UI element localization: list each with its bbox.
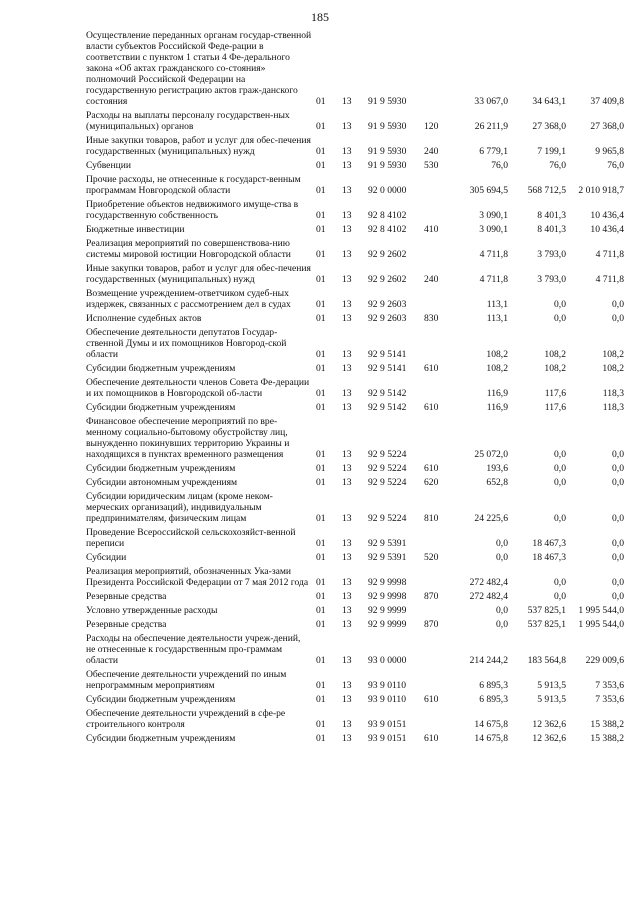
row-name: Прочие расходы, не отнесенные к государст-венным программам Новгородской области <box>86 174 301 196</box>
table-row <box>86 263 624 288</box>
row-section-code: 13 <box>342 224 352 235</box>
row-amount-year-3: 0,0 <box>612 591 624 602</box>
row-amount-year-3: 108,2 <box>602 349 624 360</box>
table-row <box>86 135 624 160</box>
table-row <box>86 363 624 377</box>
row-amount-year-3: 4 711,8 <box>595 249 624 260</box>
row-expense-type: 870 <box>424 619 439 630</box>
table-row <box>86 605 624 619</box>
row-amount-year-3: 0,0 <box>612 477 624 488</box>
row-name: Субсидии бюджетным учреждениям <box>86 363 236 374</box>
row-name: Резервные средства <box>86 619 167 630</box>
row-section-code: 13 <box>342 577 352 588</box>
row-admin-code: 01 <box>316 349 326 360</box>
row-target-article: 92 9 5391 <box>368 552 407 563</box>
row-target-article: 91 9 5930 <box>368 160 407 171</box>
row-amount-year-3: 2 010 918,7 <box>578 185 624 196</box>
row-amount-year-1: 305 694,5 <box>469 185 508 196</box>
row-amount-year-2: 0,0 <box>554 577 566 588</box>
row-admin-code: 01 <box>316 591 326 602</box>
table-row <box>86 694 624 708</box>
row-amount-year-2: 18 467,3 <box>532 538 566 549</box>
row-admin-code: 01 <box>316 274 326 285</box>
row-amount-year-1: 4 711,8 <box>479 249 508 260</box>
row-expense-type <box>424 30 450 110</box>
row-amount-year-2: 3 793,0 <box>537 249 566 260</box>
row-amount-year-3: 0,0 <box>612 538 624 549</box>
row-target-article: 92 9 2603 <box>368 313 407 324</box>
row-amount-year-3: 0,0 <box>612 513 624 524</box>
row-amount-year-2: 0,0 <box>554 313 566 324</box>
row-name: Осуществление переданных органам государ-ственной власти субъектов Российской Феде-рации в соответствии с пунктом 1 статьи 4 Фе-дерального закона «Об актах гражданского со-стояния» полномочий Российской Федерации на государственную регистрацию актов граж-данского состояния <box>86 30 312 107</box>
row-name: Финансовое обеспечение мероприятий по вре-менному социально-бытовому обустройству лиц, вынужденно покинувших территорию Украины и находящихся в пунктах временного размещения <box>86 416 290 460</box>
row-amount-year-1: 14 675,8 <box>474 719 508 730</box>
row-amount-year-3: 1 995 544,0 <box>578 605 624 616</box>
row-amount-year-1: 108,2 <box>486 363 508 374</box>
row-section-code: 13 <box>342 719 352 730</box>
row-section-code: 13 <box>342 619 352 630</box>
row-expense-type <box>424 174 450 199</box>
row-section-code: 13 <box>342 538 352 549</box>
row-name: Обеспечение деятельности учреждений по иным непрограммным мероприятиям <box>86 669 287 691</box>
row-amount-year-1: 24 225,6 <box>474 513 508 524</box>
row-section-code: 13 <box>342 552 352 563</box>
row-amount-year-1: 116,9 <box>486 402 508 413</box>
table-row <box>86 288 624 313</box>
row-section-code: 13 <box>342 274 352 285</box>
row-expense-type: 870 <box>424 591 439 602</box>
row-name: Субсидии автономным учреждениям <box>86 477 238 488</box>
row-amount-year-2: 34 643,1 <box>532 96 566 107</box>
row-expense-type <box>424 288 450 313</box>
row-target-article: 92 9 5224 <box>368 513 407 524</box>
row-expense-type <box>424 238 450 263</box>
row-section-code: 13 <box>342 96 352 107</box>
row-expense-type: 610 <box>424 463 439 474</box>
table-row <box>86 708 624 733</box>
table-row <box>86 199 624 224</box>
row-amount-year-2: 3 793,0 <box>537 274 566 285</box>
row-amount-year-3: 37 409,8 <box>590 96 624 107</box>
row-amount-year-1: 0,0 <box>496 552 508 563</box>
row-target-article: 91 9 5930 <box>368 146 407 157</box>
row-admin-code: 01 <box>316 160 326 171</box>
row-name: Субсидии бюджетным учреждениям <box>86 694 236 705</box>
row-amount-year-2: 5 913,5 <box>537 680 566 691</box>
table-row <box>86 669 624 694</box>
row-section-code: 13 <box>342 299 352 310</box>
row-amount-year-1: 108,2 <box>486 349 508 360</box>
row-amount-year-3: 118,3 <box>602 388 624 399</box>
table-row <box>86 30 624 110</box>
row-name: Обеспечение деятельности членов Совета Фе-дерации и их помощников в Новгородской об-ласти <box>86 377 310 399</box>
table-row <box>86 174 624 199</box>
row-expense-type <box>424 708 450 733</box>
row-amount-year-3: 7 353,6 <box>595 694 624 705</box>
row-target-article: 92 9 9998 <box>368 591 407 602</box>
row-amount-year-1: 33 067,0 <box>474 96 508 107</box>
row-section-code: 13 <box>342 463 352 474</box>
row-section-code: 13 <box>342 363 352 374</box>
row-amount-year-1: 26 211,9 <box>474 121 508 132</box>
row-amount-year-2: 0,0 <box>554 449 566 460</box>
row-amount-year-2: 0,0 <box>554 463 566 474</box>
row-amount-year-1: 113,1 <box>486 299 508 310</box>
row-target-article: 92 9 5224 <box>368 449 407 460</box>
row-expense-type: 830 <box>424 313 439 324</box>
row-amount-year-2: 12 362,6 <box>532 733 566 744</box>
row-name: Субвенции <box>86 160 131 171</box>
row-target-article: 93 0 0000 <box>368 655 407 666</box>
row-section-code: 13 <box>342 185 352 196</box>
row-section-code: 13 <box>342 449 352 460</box>
table-row <box>86 591 624 605</box>
row-name: Реализация мероприятий по совершенствова-нию системы мировой юстиции Новгородской области <box>86 238 291 260</box>
page-number: 185 <box>311 10 329 24</box>
row-section-code: 13 <box>342 160 352 171</box>
row-target-article: 92 9 5224 <box>368 477 407 488</box>
row-amount-year-2: 0,0 <box>554 477 566 488</box>
row-amount-year-3: 229 009,6 <box>585 655 624 666</box>
row-expense-type: 520 <box>424 552 439 563</box>
row-section-code: 13 <box>342 477 352 488</box>
row-name: Иные закупки товаров, работ и услуг для обес-печения государственных (муниципальных) нужд <box>86 135 311 157</box>
row-target-article: 93 9 0151 <box>368 733 407 744</box>
row-amount-year-2: 117,6 <box>544 402 566 413</box>
row-amount-year-3: 118,3 <box>602 402 624 413</box>
row-admin-code: 01 <box>316 538 326 549</box>
row-expense-type: 610 <box>424 733 439 744</box>
row-amount-year-2: 108,2 <box>544 349 566 360</box>
row-expense-type <box>424 199 450 224</box>
row-name: Субсидии <box>86 552 127 563</box>
row-name: Обеспечение деятельности депутатов Государ-ственной Думы и их помощников Новгород-ской области <box>86 327 287 360</box>
row-name: Резервные средства <box>86 591 167 602</box>
row-amount-year-2: 0,0 <box>554 513 566 524</box>
row-admin-code: 01 <box>316 363 326 374</box>
row-amount-year-1: 652,8 <box>486 477 508 488</box>
row-expense-type <box>424 377 450 402</box>
row-expense-type: 120 <box>424 121 439 132</box>
table-row <box>86 238 624 263</box>
table-row <box>86 377 624 402</box>
row-section-code: 13 <box>342 313 352 324</box>
row-admin-code: 01 <box>316 719 326 730</box>
row-section-code: 13 <box>342 349 352 360</box>
row-name: Обеспечение деятельности учреждений в сфе-ре строительного контроля <box>86 708 286 730</box>
row-amount-year-1: 193,6 <box>486 463 508 474</box>
row-amount-year-1: 272 482,4 <box>469 591 508 602</box>
row-section-code: 13 <box>342 591 352 602</box>
row-amount-year-1: 25 072,0 <box>474 449 508 460</box>
row-amount-year-3: 76,0 <box>607 160 624 171</box>
row-expense-type <box>424 669 450 694</box>
row-amount-year-1: 3 090,1 <box>479 224 508 235</box>
row-amount-year-3: 1 995 544,0 <box>578 619 624 630</box>
row-section-code: 13 <box>342 402 352 413</box>
row-amount-year-3: 15 388,2 <box>590 719 624 730</box>
row-expense-type: 530 <box>424 160 439 171</box>
row-amount-year-2: 108,2 <box>544 363 566 374</box>
table-row <box>86 633 624 669</box>
row-admin-code: 01 <box>316 121 326 132</box>
row-section-code: 13 <box>342 210 352 221</box>
row-amount-year-2: 5 913,5 <box>537 694 566 705</box>
row-name: Возмещение учреждением-ответчиком судеб-ных издержек, связанных с рассмотрением дел в судах <box>86 288 291 310</box>
row-admin-code: 01 <box>316 513 326 524</box>
row-target-article: 91 9 5930 <box>368 96 407 107</box>
row-name: Приобретение объектов недвижимого имуще-ства в государственную собственность <box>86 199 299 221</box>
row-amount-year-3: 0,0 <box>612 463 624 474</box>
row-target-article: 93 9 0151 <box>368 719 407 730</box>
table-row <box>86 527 624 552</box>
row-amount-year-2: 0,0 <box>554 591 566 602</box>
row-admin-code: 01 <box>316 463 326 474</box>
row-target-article: 92 9 2603 <box>368 299 407 310</box>
row-admin-code: 01 <box>316 299 326 310</box>
row-amount-year-3: 7 353,6 <box>595 680 624 691</box>
row-amount-year-2: 117,6 <box>544 388 566 399</box>
row-admin-code: 01 <box>316 96 326 107</box>
row-target-article: 92 8 4102 <box>368 210 407 221</box>
row-amount-year-2: 7 199,1 <box>537 146 566 157</box>
budget-table <box>86 30 624 747</box>
row-amount-year-2: 568 712,5 <box>527 185 566 196</box>
row-target-article: 92 9 2602 <box>368 274 407 285</box>
table-row <box>86 224 624 238</box>
table-row <box>86 552 624 566</box>
row-amount-year-3: 108,2 <box>602 363 624 374</box>
table-row <box>86 402 624 416</box>
row-admin-code: 01 <box>316 619 326 630</box>
row-amount-year-2: 537 825,1 <box>527 619 566 630</box>
table-row <box>86 491 624 527</box>
row-expense-type <box>424 566 450 591</box>
row-admin-code: 01 <box>316 577 326 588</box>
row-section-code: 13 <box>342 694 352 705</box>
row-amount-year-1: 214 244,2 <box>469 655 508 666</box>
row-amount-year-3: 4 711,8 <box>595 274 624 285</box>
row-amount-year-2: 537 825,1 <box>527 605 566 616</box>
row-amount-year-1: 14 675,8 <box>474 733 508 744</box>
row-amount-year-2: 76,0 <box>549 160 566 171</box>
table-row <box>86 160 624 174</box>
row-target-article: 92 9 9999 <box>368 619 407 630</box>
budget-rows <box>86 30 624 747</box>
row-amount-year-3: 10 436,4 <box>590 224 624 235</box>
row-target-article: 92 9 5391 <box>368 538 407 549</box>
row-section-code: 13 <box>342 733 352 744</box>
row-target-article: 93 9 0110 <box>368 680 407 691</box>
row-target-article: 92 9 5141 <box>368 363 407 374</box>
row-amount-year-2: 18 467,3 <box>532 552 566 563</box>
row-section-code: 13 <box>342 680 352 691</box>
row-section-code: 13 <box>342 605 352 616</box>
table-row <box>86 110 624 135</box>
row-amount-year-1: 4 711,8 <box>479 274 508 285</box>
row-amount-year-1: 113,1 <box>486 313 508 324</box>
row-expense-type: 610 <box>424 363 439 374</box>
row-admin-code: 01 <box>316 249 326 260</box>
row-amount-year-3: 9 965,8 <box>595 146 624 157</box>
row-name: Субсидии бюджетным учреждениям <box>86 733 236 744</box>
row-expense-type: 620 <box>424 477 439 488</box>
row-amount-year-1: 3 090,1 <box>479 210 508 221</box>
row-name: Субсидии юридическим лицам (кроме неком-мерческих организаций), индивидуальным предпринимателям, физическим лицам <box>86 491 273 524</box>
row-target-article: 91 9 5930 <box>368 121 407 132</box>
row-admin-code: 01 <box>316 477 326 488</box>
table-row <box>86 463 624 477</box>
table-row <box>86 313 624 327</box>
row-admin-code: 01 <box>316 185 326 196</box>
row-admin-code: 01 <box>316 146 326 157</box>
row-amount-year-3: 0,0 <box>612 299 624 310</box>
row-section-code: 13 <box>342 121 352 132</box>
row-name: Исполнение судебных актов <box>86 313 202 324</box>
row-amount-year-1: 6 895,3 <box>479 694 508 705</box>
row-section-code: 13 <box>342 655 352 666</box>
table-row <box>86 566 624 591</box>
row-expense-type: 810 <box>424 513 439 524</box>
row-target-article: 92 9 5142 <box>368 388 407 399</box>
row-amount-year-3: 27 368,0 <box>590 121 624 132</box>
row-target-article: 92 9 9998 <box>368 577 407 588</box>
row-admin-code: 01 <box>316 552 326 563</box>
row-amount-year-2: 0,0 <box>554 299 566 310</box>
row-amount-year-1: 6 895,3 <box>479 680 508 691</box>
row-expense-type <box>424 633 450 669</box>
row-expense-type <box>424 327 450 363</box>
row-amount-year-2: 8 401,3 <box>537 210 566 221</box>
row-amount-year-3: 15 388,2 <box>590 733 624 744</box>
row-amount-year-3: 10 436,4 <box>590 210 624 221</box>
row-amount-year-1: 6 779,1 <box>479 146 508 157</box>
row-name: Реализация мероприятий, обозначенных Ука-зами Президента Российской Федерации от 7 мая 2012 года <box>86 566 309 588</box>
row-amount-year-2: 183 564,8 <box>527 655 566 666</box>
row-section-code: 13 <box>342 249 352 260</box>
row-target-article: 92 0 0000 <box>368 185 407 196</box>
row-expense-type <box>424 527 450 552</box>
row-amount-year-3: 0,0 <box>612 552 624 563</box>
row-section-code: 13 <box>342 513 352 524</box>
row-admin-code: 01 <box>316 605 326 616</box>
row-amount-year-1: 0,0 <box>496 605 508 616</box>
table-row <box>86 416 624 463</box>
row-target-article: 92 8 4102 <box>368 224 407 235</box>
row-amount-year-1: 0,0 <box>496 619 508 630</box>
row-name: Субсидии бюджетным учреждениям <box>86 463 236 474</box>
row-admin-code: 01 <box>316 224 326 235</box>
row-name: Расходы на выплаты персоналу государствен-ных (муниципальных) органов <box>86 110 290 132</box>
row-target-article: 92 9 5224 <box>368 463 407 474</box>
row-amount-year-3: 0,0 <box>612 313 624 324</box>
table-row <box>86 327 624 363</box>
row-admin-code: 01 <box>316 313 326 324</box>
row-name: Иные закупки товаров, работ и услуг для обес-печения государственных (муниципальных) нужд <box>86 263 311 285</box>
row-expense-type: 410 <box>424 224 439 235</box>
row-name: Бюджетные инвестиции <box>86 224 185 235</box>
row-admin-code: 01 <box>316 680 326 691</box>
row-amount-year-2: 27 368,0 <box>532 121 566 132</box>
row-amount-year-2: 8 401,3 <box>537 224 566 235</box>
row-section-code: 13 <box>342 146 352 157</box>
row-target-article: 92 9 2602 <box>368 249 407 260</box>
row-amount-year-2: 12 362,6 <box>532 719 566 730</box>
row-target-article: 92 9 9999 <box>368 605 407 616</box>
table-row <box>86 619 624 633</box>
row-target-article: 93 9 0110 <box>368 694 407 705</box>
table-row <box>86 477 624 491</box>
table-row <box>86 733 624 747</box>
row-name: Расходы на обеспечение деятельности учреж-дений, не отнесенные к государственным про-граммам области <box>86 633 301 666</box>
row-admin-code: 01 <box>316 210 326 221</box>
row-name: Субсидии бюджетным учреждениям <box>86 402 236 413</box>
row-amount-year-1: 272 482,4 <box>469 577 508 588</box>
row-amount-year-3: 0,0 <box>612 449 624 460</box>
row-expense-type: 610 <box>424 402 439 413</box>
row-expense-type <box>424 605 450 619</box>
row-admin-code: 01 <box>316 733 326 744</box>
row-amount-year-3: 0,0 <box>612 577 624 588</box>
row-amount-year-1: 116,9 <box>486 388 508 399</box>
row-name: Условно утвержденные расходы <box>86 605 218 616</box>
row-section-code: 13 <box>342 388 352 399</box>
row-name: Проведение Всероссийской сельскохозяйст-венной переписи <box>86 527 296 549</box>
row-amount-year-1: 0,0 <box>496 538 508 549</box>
row-target-article: 92 9 5142 <box>368 402 407 413</box>
row-expense-type <box>424 416 450 463</box>
row-admin-code: 01 <box>316 402 326 413</box>
row-admin-code: 01 <box>316 655 326 666</box>
row-amount-year-1: 76,0 <box>491 160 508 171</box>
row-expense-type: 240 <box>424 146 439 157</box>
row-admin-code: 01 <box>316 388 326 399</box>
row-expense-type: 240 <box>424 274 439 285</box>
row-admin-code: 01 <box>316 449 326 460</box>
row-target-article: 92 9 5141 <box>368 349 407 360</box>
row-expense-type: 610 <box>424 694 439 705</box>
row-admin-code: 01 <box>316 694 326 705</box>
